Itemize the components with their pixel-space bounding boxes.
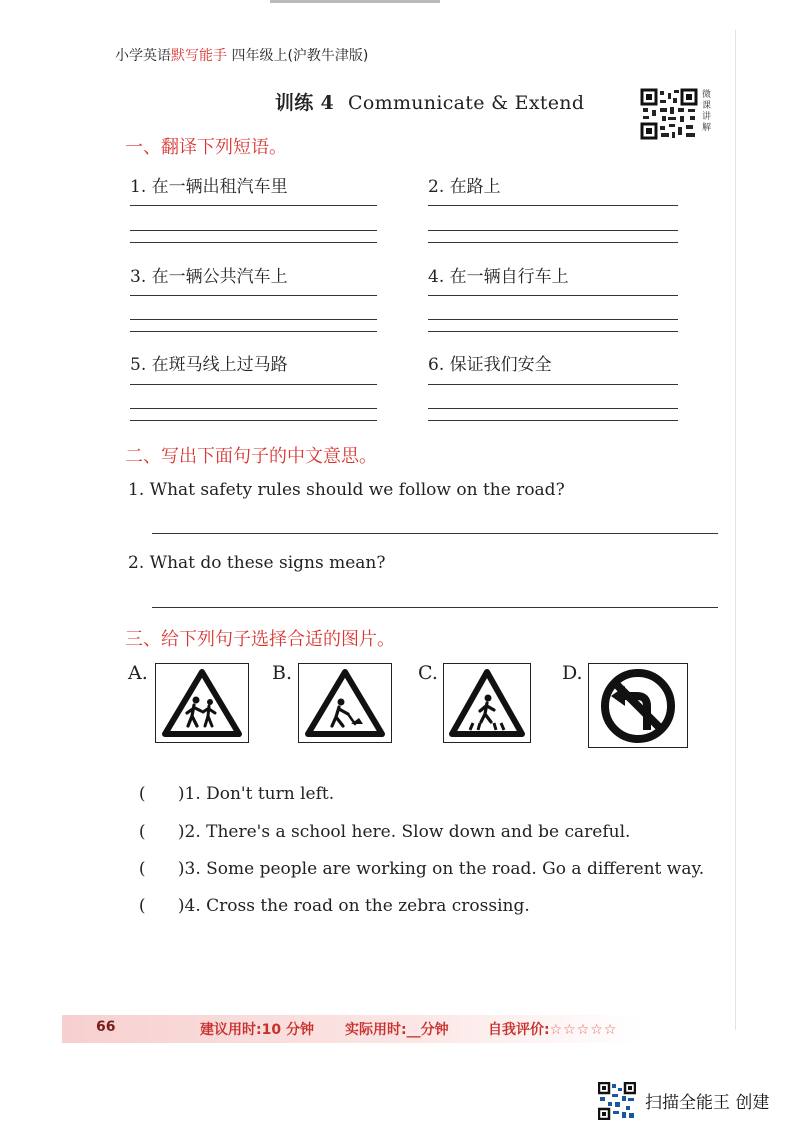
- scanner-watermark: 扫描全能王 创建: [645, 1093, 770, 1113]
- no-left-turn-sign-icon: [588, 663, 688, 748]
- pedestrian-crossing-sign-icon: [443, 663, 531, 743]
- actual-time: 实际用时:__分钟: [345, 1022, 449, 1038]
- section3-heading: 三、给下列句子选择合适的图片。: [125, 629, 395, 650]
- answer-paren[interactable]: ( ): [138, 822, 185, 842]
- option-d-label: D.: [562, 662, 583, 684]
- top-edge-rule: [270, 0, 440, 3]
- page-title: [275, 88, 584, 115]
- answer-paren[interactable]: ( ): [138, 896, 185, 916]
- edition-name: 四年级上(沪教牛津版): [231, 48, 369, 64]
- qr-code-icon[interactable]: [640, 88, 698, 140]
- suggested-time: 建议用时:10 分钟: [200, 1022, 314, 1038]
- answer-line[interactable]: [428, 295, 678, 296]
- section1-heading: 一、翻译下列短语。: [125, 137, 287, 158]
- children-crossing-sign-icon: [155, 663, 249, 743]
- brand-name: 默写能手: [171, 48, 227, 64]
- answer-line[interactable]: [428, 408, 678, 409]
- answer-line[interactable]: [130, 331, 377, 332]
- sentence-1: 1. What safety rules should we follow on the road?: [128, 480, 565, 500]
- choice-question-3: [128, 839, 704, 879]
- phrase-1: 1. 在一辆出租汽车里: [130, 177, 288, 197]
- phrase-4: 4. 在一辆自行车上: [428, 267, 569, 287]
- answer-line[interactable]: [428, 205, 678, 206]
- answer-line[interactable]: [130, 230, 377, 231]
- answer-line[interactable]: [152, 607, 718, 608]
- answer-line[interactable]: [130, 205, 377, 206]
- answer-line[interactable]: [428, 384, 678, 385]
- answer-line[interactable]: [428, 331, 678, 332]
- series-name: 小学英语: [115, 48, 171, 64]
- answer-paren[interactable]: ( ): [138, 784, 185, 804]
- scanner-qr-icon: [598, 1082, 636, 1120]
- option-c-label: C.: [418, 662, 438, 684]
- self-evaluation: [488, 1019, 617, 1039]
- option-b-label: B.: [272, 662, 293, 684]
- page-edge-shadow: [735, 30, 736, 1030]
- answer-line[interactable]: [428, 242, 678, 243]
- answer-paren[interactable]: ( ): [138, 859, 185, 879]
- answer-line[interactable]: [130, 408, 377, 409]
- title-cn: 训练 4: [275, 92, 335, 114]
- answer-line[interactable]: [130, 295, 377, 296]
- option-a-label: A.: [128, 662, 148, 684]
- sentence-2: 2. What do these signs mean?: [128, 553, 386, 573]
- answer-line[interactable]: [428, 319, 678, 320]
- title-en: Communicate & Extend: [348, 92, 585, 114]
- question-text: 2. There's a school here. Slow down and be careful.: [184, 822, 631, 842]
- page-number: 66: [96, 1019, 116, 1035]
- question-text: 1. Don't turn left.: [184, 784, 335, 804]
- answer-line[interactable]: [130, 242, 377, 243]
- road-works-sign-icon: [298, 663, 392, 743]
- answer-line[interactable]: [130, 420, 377, 421]
- qr-label: 微课讲解: [702, 90, 712, 133]
- phrase-3: 3. 在一辆公共汽车上: [130, 267, 288, 287]
- answer-line[interactable]: [428, 420, 678, 421]
- phrase-5: 5. 在斑马线上过马路: [130, 355, 288, 375]
- section2-heading: 二、写出下面句子的中文意思。: [125, 446, 377, 467]
- question-text: 3. Some people are working on the road. Go a different way.: [184, 859, 705, 879]
- answer-line[interactable]: [428, 230, 678, 231]
- choice-question-1: [128, 764, 334, 804]
- phrase-2: 2. 在路上: [428, 177, 501, 197]
- rating-stars[interactable]: ☆☆☆☆☆: [549, 1022, 618, 1038]
- question-text: 4. Cross the road on the zebra crossing.: [184, 896, 530, 916]
- answer-line[interactable]: [130, 319, 377, 320]
- choice-question-2: [128, 802, 630, 842]
- answer-line[interactable]: [152, 533, 718, 534]
- phrase-6: 6. 保证我们安全: [428, 355, 552, 375]
- book-header: [115, 45, 368, 65]
- answer-line[interactable]: [130, 384, 377, 385]
- self-evaluation-label: 自我评价:: [488, 1022, 550, 1038]
- choice-question-4: [128, 876, 530, 916]
